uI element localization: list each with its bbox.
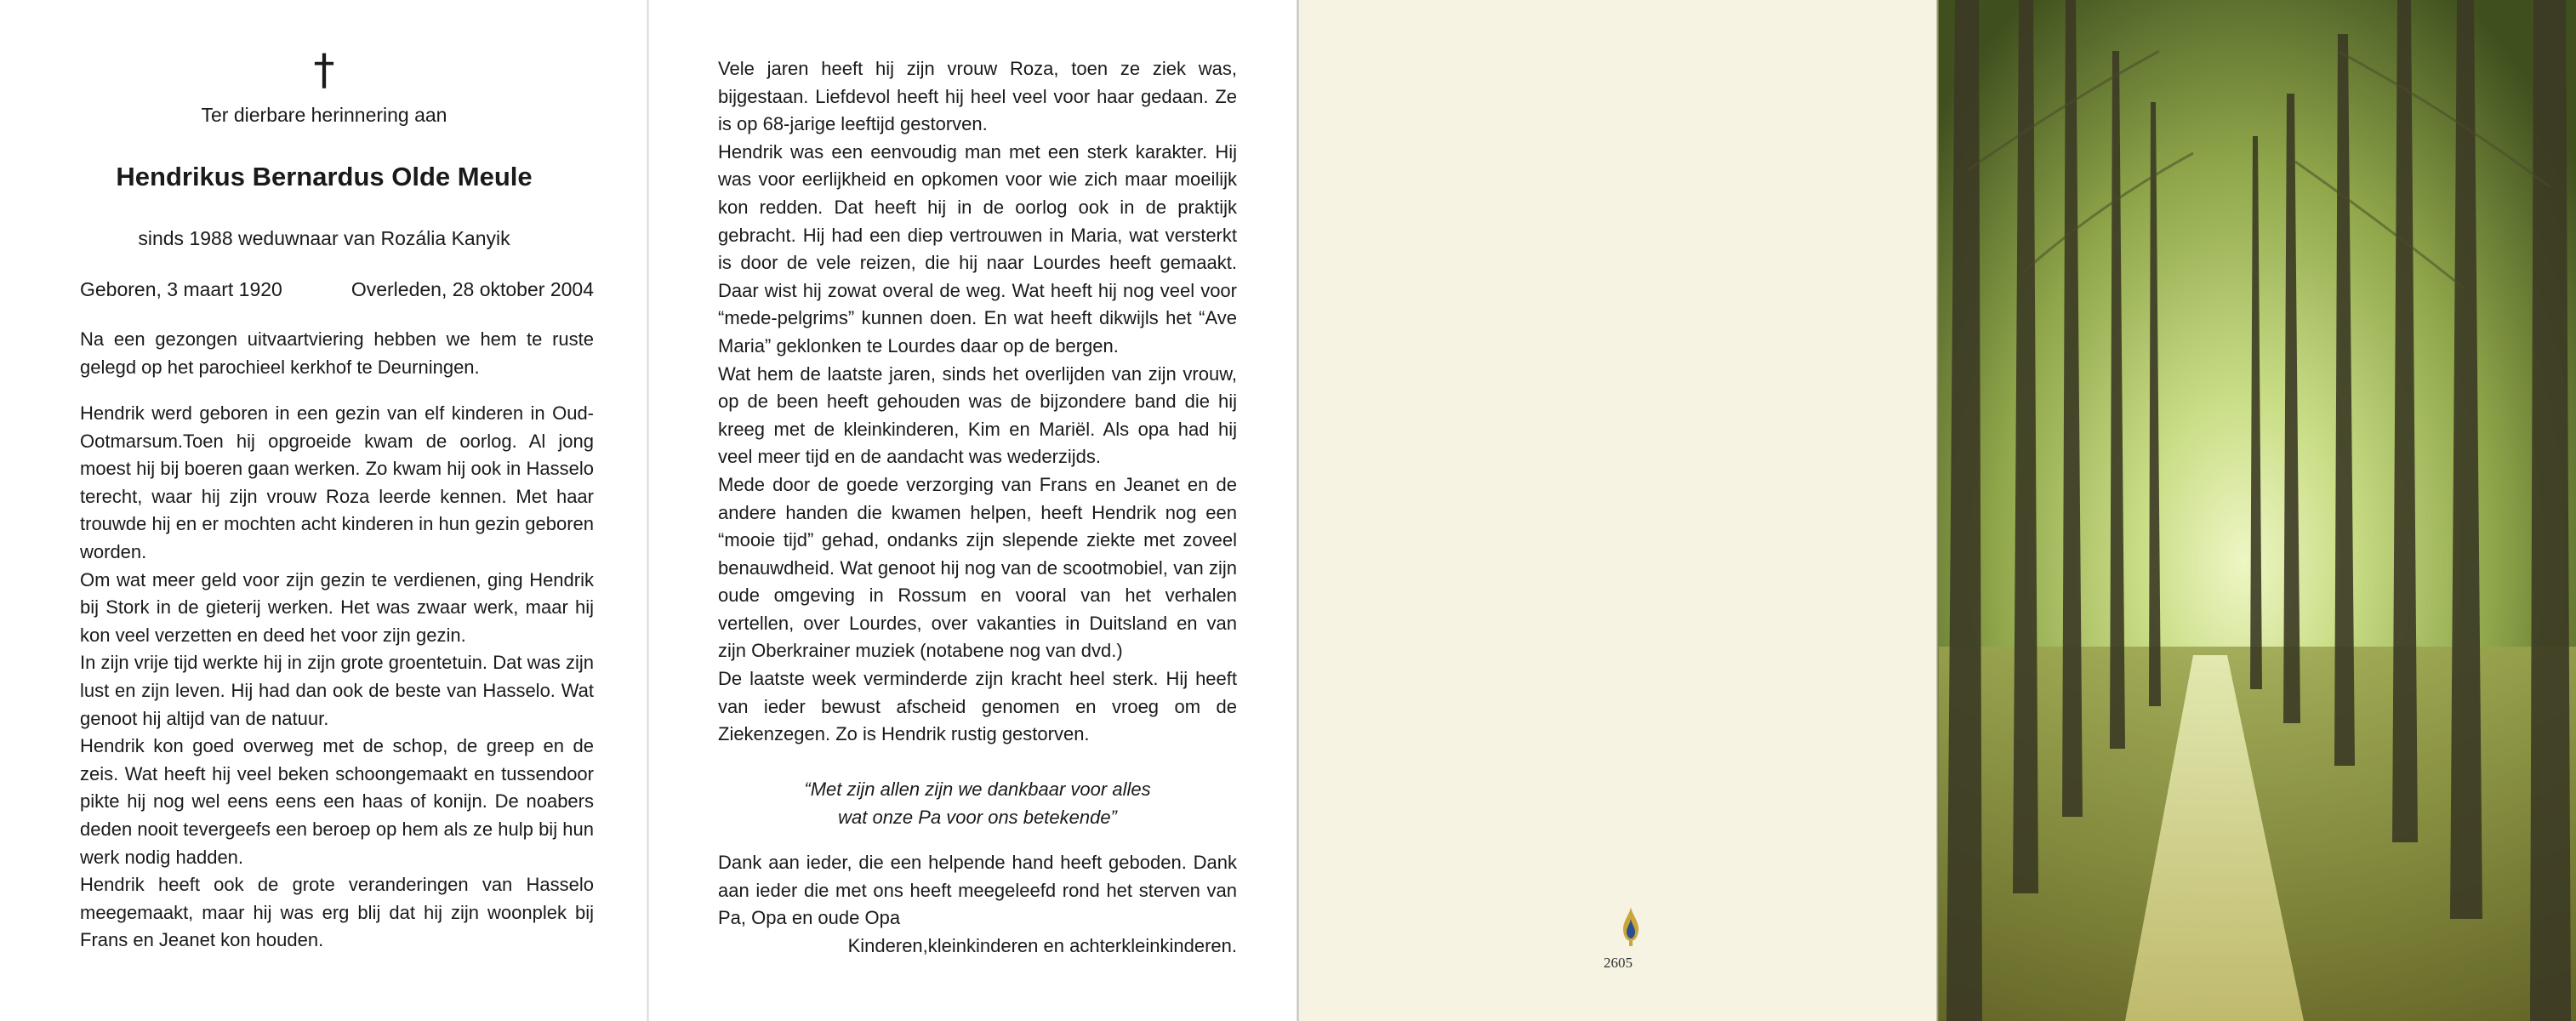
deceased-name: Hendrikus Bernardus Olde Meule [116, 162, 533, 191]
candle-flame-logo-icon [1621, 905, 1640, 948]
cross-icon: † [313, 45, 335, 94]
panel-right-page [648, 0, 1298, 1021]
panel-back-cover [1298, 0, 1938, 1021]
closing-quote [718, 776, 1237, 831]
fold-line-2 [1297, 0, 1299, 1021]
quote-line-2: wat onze Pa voor ons betekende” [838, 806, 1117, 828]
printer-code: 2605 [1604, 955, 1633, 971]
paragraph-8: Hendrik was een eenvoudig man met een sterk karakter. Hij was voor eerlijkheid en opkomen voor wie zich maar moeilijk kon redden. Dat heeft hij in de oorlog ook in de praktijk gebracht. Hij had een diep vertrouwen in Maria, wat versterkt is door de vele reizen, die hij naar Lourdes heeft gemaakt. Daar wist hij zowat overal de weg. Wat heeft hij nog veel voor “mede-pelgrims” kunnen doen. En wat heeft dikwijls het “Ave Maria” geklonken te Lourdes daar op de bergen. [718, 140, 1237, 356]
life-story-continued [718, 55, 1237, 749]
birth-date: Geboren, 3 maart 1920 [80, 278, 282, 300]
funeral-paragraph [80, 326, 594, 381]
paragraph-6: Hendrik heeft ook de grote veranderingen van Hasselo meegemaakt, maar hij was erg blij dat hij zijn woonplek bij Frans en Jeanet kon houden. [80, 874, 594, 951]
thanks-block [718, 849, 1237, 960]
quote-line-1: “Met zijn allen zijn we dankbaar voor alles [804, 779, 1151, 800]
fold-line-1 [647, 0, 649, 1021]
widower-line: sinds 1988 weduwnaar van Rozália Kanyik [138, 227, 510, 249]
paragraph-7: Vele jaren heeft hij zijn vrouw Roza, toen ze ziek was, bijgestaan. Liefdevol heeft hij heel veel voor haar gedaan. Ze is op 68-jarige leeftijd gestorven. [718, 58, 1237, 135]
fold-line-3 [1936, 0, 1939, 1021]
dedication-line: Ter dierbare herinnering aan [201, 104, 447, 126]
family-signature: Kinderen,kleinkinderen en achterkleinkinderen. [847, 934, 1237, 956]
paragraph-2: Hendrik werd geboren in een gezin van elf kinderen in Oud-Ootmarsum.Toen hij opgroeide kwam de oorlog. Al jong moest hij bij boeren gaan werken. Zo kwam hij ook in Hasselo terecht, waar hij zijn vrouw Roza leerde kennen. Met haar trouwde hij en er mochten acht kinderen in hun gezin geboren worden. [80, 402, 594, 562]
paragraph-1: Na een gezongen uitvaartviering hebben we hem te ruste gelegd op het parochieel kerkhof te Deurningen. [80, 328, 594, 378]
paragraph-4: In zijn vrije tijd werkte hij in zijn grote groentetuin. Dat was zijn lust en zijn leven. Hij had dan ook de beste van Hasselo. Wat genoot hij altijd van de natuur. [80, 652, 594, 729]
forest-path-image [1938, 0, 2576, 1021]
panel-left-page [0, 0, 648, 1021]
paragraph-5: Hendrik kon goed overweg met de schop, de greep en de zeis. Wat heeft hij veel beken schoongemaakt en tussendoor pikte hij nog wel eens eens een haas of konijn. De noabers deden nooit tevergeefs een beroep op hem als ze hulp bij hun werk nodig hadden. [80, 735, 594, 868]
paragraph-11: De laatste week verminderde zijn kracht heel sterk. Hij heeft van ieder bewust afscheid genomen en vroeg om de Ziekenzegen. Zo is Hendrik rustig gestorven. [718, 668, 1237, 745]
thanks-text: Dank aan ieder, die een helpende hand heeft geboden. Dank aan ieder die met ons heeft meegeleefd rond het sterven van Pa, Opa en oude Opa [718, 852, 1237, 929]
life-story-text [80, 400, 594, 955]
paragraph-3: Om wat meer geld voor zijn gezin te verdienen, ging Hendrik bij Stork in de gieterij werken. Het was zwaar werk, maar hij kon veel verzetten en deed het voor zijn gezin. [80, 568, 594, 646]
forest-photo [1938, 0, 2576, 1021]
death-date: Overleden, 28 oktober 2004 [350, 278, 594, 300]
paragraph-9: Wat hem de laatste jaren, sinds het overlijden van zijn vrouw, op de been heeft gehouden was de bijzondere band die hij kreeg met de kleinkinderen, Kim en Mariël. Als opa had hij veel meer tijd en de aandacht was wederzijds. [718, 362, 1237, 468]
paragraph-10: Mede door de goede verzorging van Frans en Jeanet en de andere handen die kwamen helpen, heeft Hendrik nog een “mooie tijd” gehad, ondanks zijn slepende ziekte met zoveel benauwdheid. Wat genoot hij nog van de scootmobiel, van zijn oude omgeving in Rossum en vooral van het verhalen vertellen, over Lourdes, over vakanties in Duitsland en van zijn Oberkrainer muziek (notabene nog van dvd.) [718, 473, 1237, 662]
